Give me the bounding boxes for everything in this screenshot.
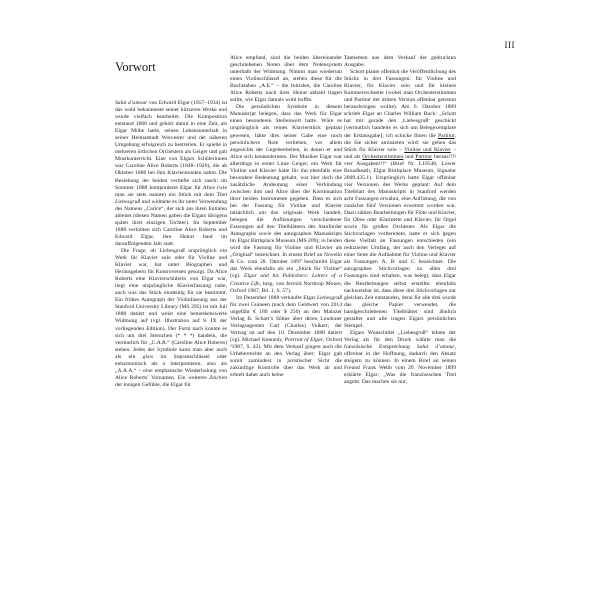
text-segment: ursprünglich ein Werk für Klavier solo oder für Violine und Klavier war, hat unter Biographen und Herausgebern für Kontroversen gesorgt. Da Alice Roberts eine Klavierschülerin von Elgar war, liegt eine ursprüngliche Klavierfassung nahe, auch was das Stück eindeutig für sie bestimmt. Ein frühes Autograph der Violinfassung aus der Stanford University Library (MS 295) ist mit Juli 1888 datiert und weist eine bemerkenswerte Widmung auf (vgl. Illustration auf S. IX der vorliegenden Edition). Der Form nach konnte es sich um drei Sternchen (* * *) handeln, die vermutlich für „C.A.R.“ (Caroline Alice Roberts) stehen. Jedes der Symbole kann man aber auch als ein xyxy=(115,247,227,360)
text-column-2 xyxy=(230,55,342,379)
text-column-3 xyxy=(344,55,456,386)
page-title: Vorwort xyxy=(115,60,156,74)
paragraph xyxy=(344,69,456,330)
underlined-text: Orchesterstimmen xyxy=(362,153,404,160)
italic-text: Liebesgruß xyxy=(159,247,185,254)
italic-text: a xyxy=(162,360,166,367)
text-segment: – und als xyxy=(344,146,457,160)
text-segment: Schott plante offenbar die Veröffentlichung des Stücks in drei Fassungen: für Violine und Klavier, für Klavier solo und für kleines Kammerorchester (wobei man Orchesterstimmen und Partitur der dritten Version offenbar getrennt herausbringen wollte). Am 6. Oktober 1889 schrieb Elgar an Charles William Buck: „Schott hat mir gerade den ‚Liebesgruß‘ geschickt [vermutlich handelte es sich um Belegexemplare der Erstausgabe]; ich schicke Ihnen die xyxy=(344,69,456,139)
paragraph xyxy=(344,55,456,69)
italic-text: Portrait of Elgar xyxy=(284,336,323,343)
paragraph xyxy=(230,295,342,380)
underlined-text: Partitur xyxy=(415,153,433,160)
italic-text: gisis xyxy=(142,353,154,360)
italic-text: Liebesgruß xyxy=(115,198,141,205)
text-segment: im Sopranschlüssel oder enharmonisch als xyxy=(115,353,227,367)
underlined-text: Violine und Klavier xyxy=(404,146,451,153)
text-segment: von Edward Elgar (1857–1934) ist das wohl bekannteste seiner kürzeren Werke und wurde vielfach bearbeitet. Die Komposition entstand 1888 und gehört damit in eine Zeit, als Elgar Mühe hatte, seinen Lebensunterhalt in seiner Heimatstadt Worcester und der näheren Umgebung erfolgreich zu bestreiten. Er spielte in mehreren örtlichen Orchestern als Geiger und gab Musikunterricht. Eine von Elgars Schülerinnen war Caroline Alice Roberts (1848–1920), die ab Oktober 1886 bei ihm Klavierstunden nahm. Die Beziehung der beiden vertiefte sich rasch: im Sommer 1888 komponierte Elgar für Alice (wie man sie stets nannte) ein Stück mit dem Titel xyxy=(115,100,227,198)
italic-text: Zeichen xyxy=(209,374,227,381)
text-segment: , Oxford ³1987, S. 42). Mit dem Verkauf gingen auch die Urheberrechte an den Verlag über; Elgar gab somit zumindest in juristischer Sicht die zukünftige Kontrolle über das Werk ab und erhielt daher auch keine xyxy=(230,336,342,379)
underlined-text: Partitur xyxy=(438,132,455,139)
text-segment: , offenbar in der Hoffnung, dadurch den Absatz steigern zu können. In einem Brief an seinen Freund Frank Webb vom 29. November 1899 erklärte Elgar: „Was die französischen Titel angeht: Das machen sie nur, xyxy=(344,343,456,386)
paragraph xyxy=(344,330,456,386)
text-segment: Elgars Wunschtitel „Liebesgruß“ lehnte der Verlag als für den Druck wählte man die französische Entsprechung xyxy=(344,329,456,350)
italic-text: Elgar and his Publishers: Letters of a Creative Life xyxy=(230,273,342,287)
text-segment: heraus!!!! vier Ausgaben!!!“ (Brief Nr. L10548, Lower Broadheath, Elgar Birthplace Museum, Signatur 2009.435.1). Ursprünglich hatte Elgar offenbar vier Versionen des Werks geplant: Auf dem Titelblatt des Manuskripts in Stanford werden acht Fassungen erwähnt, eine Auflistung, die von zunächst fünf Versionen erweitert worden war. Dazu zählen Bearbeitungen für Flöte und Klavier, für Oboe oder Klarinette und Klavier, für Orgel sowie für großes Orchester. Als Elgar die Stichvorlagen vorbereitete, hatte er sich gegen diese Vielfalt an Fassungen entschieden (ein reduzierter Umfang, der auch den Verleger auf einer Seite die Aufnahme für Violine und Klavier als Fassungen A, B und C bezeichnet. Die autographen Stichvorlagen zu allen drei Fassungen sind erhalten, was belegt, dass Elgar die Bearbeitungen selbst erstellte; ebenfalls nachweisbar ist, dass diese drei Stichvorlagen zur gleichen Zeit entstanden, denn für alle drei wurde das gleiche Papier verwendet, die handgeschriebenen Titelblätter sind ähnlich gestaltet und alle tragen Elgars persönlichen Stempel. xyxy=(344,153,457,329)
text-segment: Im Dezember 1888 verkaufte Elgar xyxy=(236,294,317,301)
italic-text: Salut d’amour xyxy=(416,343,455,350)
paragraph xyxy=(115,248,227,389)
text-segment: für zwei Guineen (nach dem Geldwert von 2014 ungefähr € 180 oder $ 250) an den Mainzer Verlag B. Schott’s Söhne über deren Londoner Verlagsagenten Carl (Charles) Volkert; der Vertrag ist auf den 10. Dezember 1888 datiert (vgl. Michael Kennedy, xyxy=(230,301,342,343)
text-segment: der innigen Gefühle, die Elgar für xyxy=(115,381,191,388)
text-segment: des autographen Manuskripts im Elgar Birthplace Museum (MS 209); in beiden wird die Fassung für Violine und Klavier als „Original“ bezeichnet. In einem Brief an Novello & Co. vom 28. Oktober 1897 beschreibt Elgar das Werk ebenfalls als ein „Stück für Violine“ (vgl. xyxy=(230,231,342,280)
page-number: III xyxy=(504,40,515,50)
text-segment: Tantiemen aus dem Verkauf der gedruckten Ausgabe. xyxy=(344,55,456,69)
paragraph xyxy=(115,100,227,248)
text-segment: Alice empfand, sind die beiden übereinander geschriebenen Noten über dem Notensystem unterhalb der Widmung. Nimmt man wiederum einen Violinschlüssel an, stehen diese für die Buchstaben „A.E.“ – die Initialen, die Caroline Alice Roberts nach ihrer Heirat abbald tragen sollte, wie Elgar damals wohl hoffte. xyxy=(230,55,342,104)
text-segment: und xyxy=(403,153,416,160)
italic-text: Liebesgruß xyxy=(316,294,342,301)
paragraph xyxy=(230,104,342,294)
text-segment: , hrsg. von Jerrold Northrop Moore, Oxford 1987, Bd. 1, S. 57). xyxy=(230,280,343,294)
text-segment: , die Sie sicher amüsieren wird: sie geben das Stück für Klavier solo – xyxy=(344,132,456,153)
paragraph xyxy=(230,55,342,104)
text-segment: interpretieren, also als „A.A.A.“ – eine emphatische Wiederholung von Alice Roberts’ Vornamen. Ein weiteres xyxy=(115,360,228,381)
italic-text: Salut d’amour xyxy=(115,100,148,106)
italic-text: sowie xyxy=(258,231,272,238)
text-segment: und widmete es ihr unter Verwendung des Namens „Carice“, der sich aus ihren Initialen ableitet (diesen Namen gaben die Elgars übrigens später ihrer einzigen Tochter). Im September 1888 verlobten sich Caroline Alice Roberts und Edward Elgar, ihre Heirat fand im darauffolgenden Jahr statt. xyxy=(115,198,227,247)
text-segment: Die Frage, ob xyxy=(121,247,160,254)
text-segment: Die persönlichen Symbole in diesem Manuskript belegen, dass das Werk für Elgar einen besonderen Stellenwert hatte. Wäre es ursprünglich als reines Klavierstück geplant gewesen, hätte dies seiner Gabe eine noch persönlichere Note verliehen, vor allem angesichts der Gegebenheiten, in denen er und Alice sich kennenlernten. Der Musiker Elgar war allerdings in erster Linie Geiger; ein Werk für Violine und Klavier hätte für ihn ebenfalls eine besondere Bedeutung gehabt, war hier doch die zusätzliche Andeutung einer Verbindung zwischen ihm und Alice über die Kombination ihrer beiden Instrumente gegeben. Dass es sich bei der Fassung für Violine und Klavier tatsächlich um das originale Werk handelt, belegen die Auflistungen verschiedener Fassungen auf den Titelblättern des Stanforder Autographs xyxy=(230,104,342,238)
text-column-1 xyxy=(115,100,227,389)
